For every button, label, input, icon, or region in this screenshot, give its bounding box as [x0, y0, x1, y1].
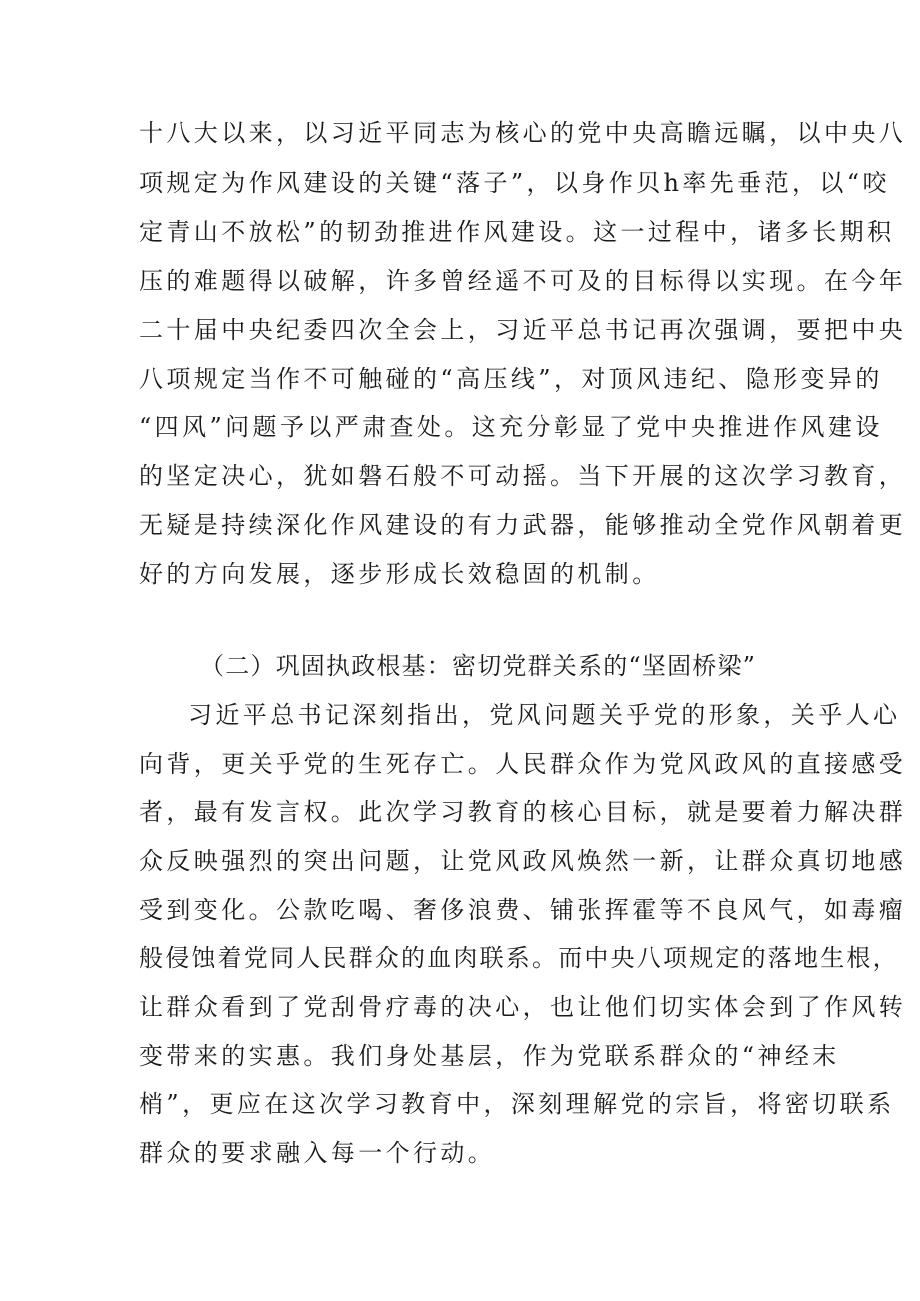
- paragraph-line: 群众的要求融入每一个行动。: [139, 1139, 496, 1167]
- paragraph-line: 二十届中央纪委四次全会上，习近平总书记再次强调，要把中央: [139, 316, 907, 344]
- paragraph-line: 般侵蚀着党同人民群众的血肉联系。而中央八项规定的落地生根，: [139, 944, 899, 972]
- paragraph-line: 无疑是持续深化作风建设的有力武器，能够推动全党作风朝着更: [139, 511, 907, 539]
- paragraph-line: 定青山不放松”的韧劲推进作风建设。这一过程中，诸多长期积: [139, 218, 895, 246]
- paragraph-line: “四风”问题予以严肃查处。这充分彰显了党中央推进作风建设: [139, 413, 883, 441]
- section-heading: （二）巩固执政根基：密切党群关系的“坚固桥梁”: [200, 652, 757, 680]
- paragraph-line: 变带来的实惠。我们身处基层，作为党联系群众的“神经末: [139, 1042, 840, 1070]
- paragraph-line: 习近平总书记深刻指出，党风问题关乎党的形象，关乎人心: [188, 701, 901, 729]
- paragraph-line: 梢”，更应在这次学习教育中，深刻理解党的宗旨，将密切联系: [139, 1090, 895, 1118]
- paragraph-line: 项规定为作风建设的关键“落子”，以身作贝h率先垂范，以“咬: [139, 169, 890, 197]
- paragraph-line: 十八大以来，以习近平同志为核心的党中央高瞻远瞩，以中央八: [139, 119, 907, 147]
- paragraph-line: 众反映强烈的突出问题，让党风政风焕然一新，让群众真切地感: [139, 847, 907, 875]
- paragraph-line: 者，最有发言权。此次学习教育的核心目标，就是要着力解决群: [139, 798, 907, 826]
- paragraph-line: 的坚定决心，犹如磐石般不可动摇。当下开展的这次学习教育，: [139, 462, 907, 490]
- paragraph-line: 向背，更关乎党的生死存亡。人民群众作为党风政风的直接感受: [139, 750, 907, 778]
- paragraph-line: 八项规定当作不可触碰的“高压线”，对顶风违纪、隐形变异的: [139, 365, 883, 393]
- paragraph-line: 压的难题得以破解，许多曾经遥不可及的目标得以实现。在今年: [139, 267, 907, 295]
- paragraph-line: 受到变化。公款吃喝、奢侈浪费、铺张挥霍等不良风气，如毒瘤: [139, 896, 907, 924]
- paragraph-line: 好的方向发展，逐步形成长效稳固的机制。: [139, 560, 660, 588]
- paragraph-line: 让群众看到了党刮骨疗毒的决心，也让他们切实体会到了作风转: [139, 993, 907, 1021]
